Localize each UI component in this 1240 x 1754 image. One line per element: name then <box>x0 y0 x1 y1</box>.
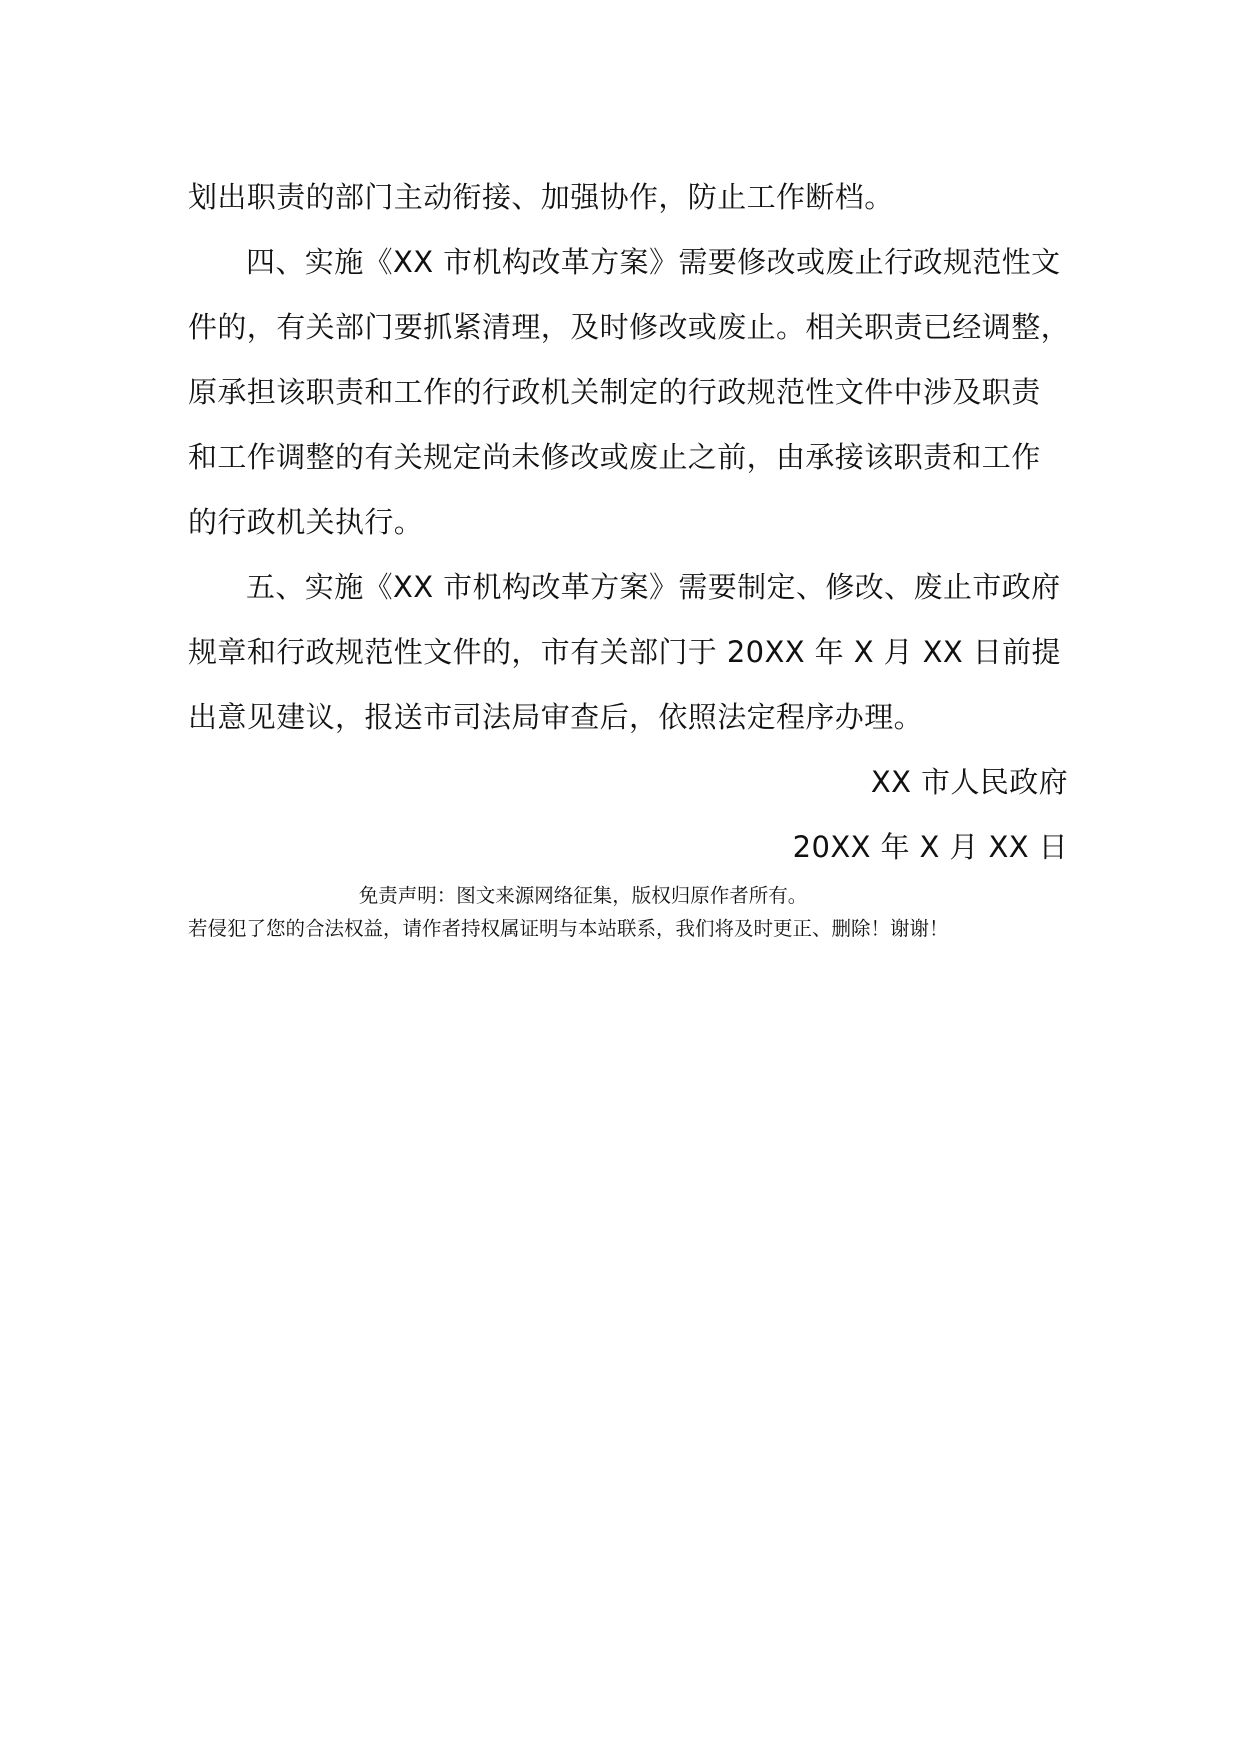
paragraph-line: 出意见建议，报送市司法局审查后，依照法定程序办理。 <box>188 700 924 734</box>
paragraph-line: 和工作调整的有关规定尚未修改或废止之前，由承接该职责和工作 <box>188 440 1041 474</box>
signature-date: 20XX 年 X 月 XX 日 <box>792 830 1068 864</box>
paragraph-line: 四、实施《XX 市机构改革方案》需要修改或废止行政规范性文 <box>246 245 1061 279</box>
disclaimer-line-1: 免责声明：图文来源网络征集，版权归原作者所有。 <box>358 884 808 907</box>
paragraph-line: 的行政机关执行。 <box>188 505 424 539</box>
paragraph-line: 划出职责的部门主动衔接、加强协作，防止工作断档。 <box>188 180 894 214</box>
signature-organization: XX 市人民政府 <box>870 765 1068 799</box>
disclaimer <box>188 879 1068 945</box>
document-body <box>188 165 1071 880</box>
paragraph-line: 规章和行政规范性文件的，市有关部门于 20XX 年 X 月 XX 日前提 <box>188 635 1061 669</box>
paragraph-line: 原承担该职责和工作的行政机关制定的行政规范性文件中涉及职责 <box>188 375 1041 409</box>
disclaimer-line-2: 若侵犯了您的合法权益，请作者持权属证明与本站联系，我们将及时更正、删除！谢谢！ <box>188 917 949 940</box>
paragraph-line: 五、实施《XX 市机构改革方案》需要制定、修改、废止市政府 <box>246 570 1061 604</box>
paragraph-line: 件的，有关部门要抓紧清理，及时修改或废止。相关职责已经调整， <box>188 310 1071 344</box>
